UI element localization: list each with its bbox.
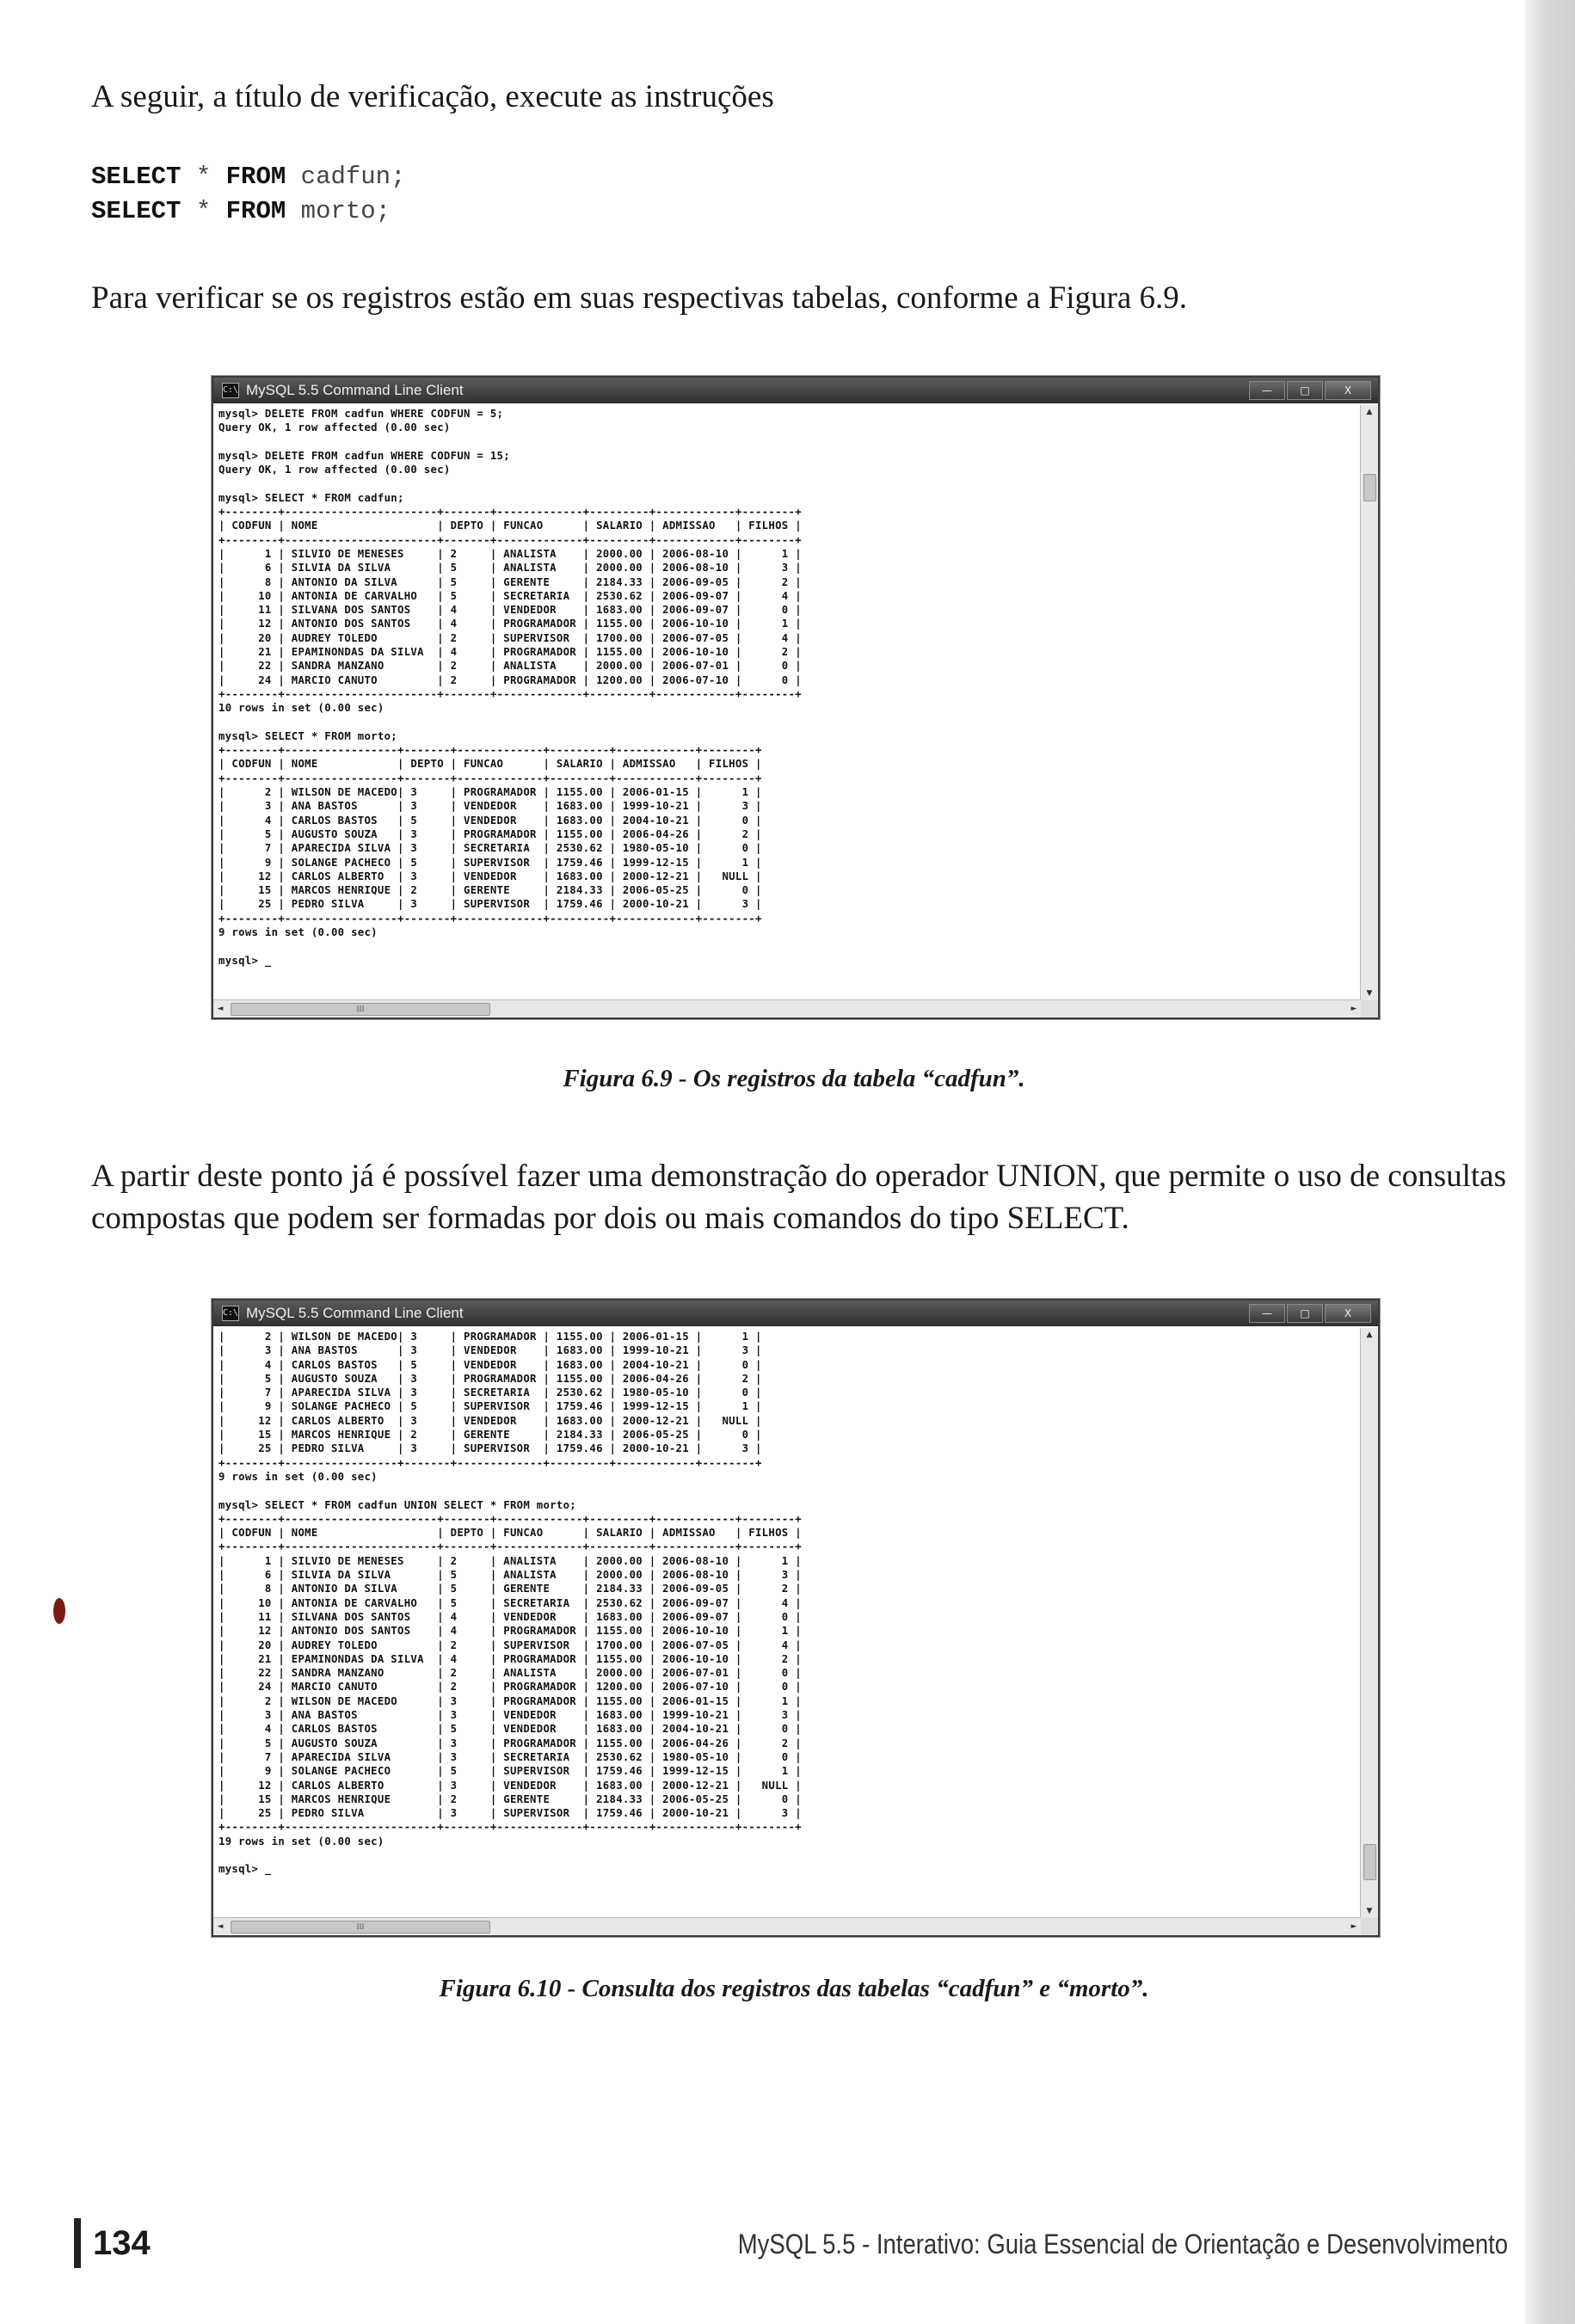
window-titlebar xyxy=(213,1300,1378,1326)
window-titlebar xyxy=(213,378,1378,403)
window-title: MySQL 5.5 Command Line Client xyxy=(246,1305,464,1321)
scroll-up-arrow-icon[interactable]: ▲ xyxy=(1366,1331,1373,1339)
scroll-up-arrow-icon[interactable]: ▲ xyxy=(1366,408,1373,416)
code-line-1: SELECT * FROM cadfun; xyxy=(91,163,406,191)
vertical-scroll-thumb[interactable] xyxy=(1363,1844,1376,1880)
console-app-icon: C:\ xyxy=(222,1306,239,1321)
margin-ink-mark xyxy=(53,1598,65,1624)
code-block xyxy=(91,160,406,229)
scroll-right-arrow-icon[interactable]: ► xyxy=(1350,1005,1357,1013)
scroll-left-arrow-icon[interactable]: ◄ xyxy=(217,1005,224,1013)
horizontal-scroll-thumb[interactable]: III xyxy=(231,1921,490,1934)
console-output[interactable] xyxy=(213,1328,1361,1918)
maximize-button[interactable]: □ xyxy=(1287,1304,1323,1323)
console-window-figure-6-10 xyxy=(212,1299,1380,1937)
close-button[interactable]: X xyxy=(1325,1304,1371,1323)
vertical-scrollbar[interactable] xyxy=(1360,405,1378,1000)
scroll-down-arrow-icon[interactable]: ▼ xyxy=(1366,989,1373,998)
scroll-left-arrow-icon[interactable]: ◄ xyxy=(217,1922,224,1931)
scroll-corner xyxy=(1361,1918,1378,1935)
console-text: | 2 | WILSON DE MACEDO| 3 | PROGRAMADOR | 1155.00 | 2006-01-15 | 1 | | 3 | ANA BASTOS | 3 | VENDEDOR | 1683.00 | 1999-10-21 | 3 | | 4 | CARLOS BASTOS | 5 | VENDEDOR | 1683.00 | 2004-10-21 | 0 | | 5 | AUGUSTO SOUZA | 3 | PROGRAMADOR | 1155.00 | 2006-04-26 | 2 | | 7 | APARECIDA SILVA | 3 | SECRETARIA | 2530.62 | 1980-05-10 | 0 | | 9 | SOLANGE PACHECO | 5 | SUPERVISOR | 1759.46 | 1999-12-15 | 1 | | 12 | CARLOS ALBERTO | 3 | VENDEDOR | 1683.00 | 2000-12-21 | NULL | | 15 | MARCOS HENRIQUE | 2 | GERENTE | 2184.33 | 2006-05-25 | 0 | | 25 | PEDRO SILVA | 3 | SUPERVISOR | 1759.46 | 2000-10-21 | 3 | +--------+-----------------+-------+-------------+---------+------------+--------+ 9 rows in set (0.00 sec) mysql> SELECT * FROM cadfun UNION SELECT * FROM morto; +--------+-----------------------+-------+-------------+---------+------------+--------+ | CODFUN | NOME | DEPTO | FUNCAO | SALARIO | ADMISSAO | FILHOS | +--------+-----------------------+-------+-------------+---------+------------+--------+ | 1 | SILVIO DE MENESES | 2 | ANALISTA | 2000.00 | 2006-08-10 | 1 | | 6 | SILVIA DA SILVA | 5 | ANALISTA | 2000.00 | 2006-08-10 | 3 | | 8 | ANTONIO DA SILVA | 5 | GERENTE | 2184.33 | 2006-09-05 | 2 | | 10 | ANTONIA DE CARVALHO | 5 | SECRETARIA | 2530.62 | 2006-09-07 | 4 | | 11 | SILVANA DOS SANTOS | 4 | VENDEDOR | 1683.00 | 2006-09-07 | 0 | | 12 | ANTONIO DOS SANTOS | 4 | PROGRAMADOR | 1155.00 | 2006-10-10 | 1 | | 20 | AUDREY TOLEDO | 2 | SUPERVISOR | 1700.00 | 2006-07-05 | 4 | | 21 | EPAMINONDAS DA SILVA | 4 | PROGRAMADOR | 1155.00 | 2006-10-10 | 2 | | 22 | SANDRA MANZANO | 2 | ANALISTA | 2000.00 | 2006-07-01 | 0 | | 24 | MARCIO CANUTO | 2 | PROGRAMADOR | 1200.00 | 2006-07-10 | 0 | | 2 | WILSON DE MACEDO | 3 | PROGRAMADOR | 1155.00 | 2006-01-15 | 1 | | 3 | ANA BASTOS | 3 | VENDEDOR | 1683.00 | 1999-10-21 | 3 | | 4 | CARLOS BASTOS | 5 | VENDEDOR | 1683.00 | 2004-10-21 | 0 | | 5 | AUGUSTO SOUZA | 3 | PROGRAMADOR | 1155.00 | 2006-04-26 | 2 | | 7 | APARECIDA SILVA | 3 | SECRETARIA | 2530.62 | 1980-05-10 | 0 | | 9 | SOLANGE PACHECO | 5 | SUPERVISOR | 1759.46 | 1999-12-15 | 1 | | 12 | CARLOS ALBERTO | 3 | VENDEDOR | 1683.00 | 2000-12-21 | NULL | | 15 | MARCOS HENRIQUE | 2 | GERENTE | 2184.33 | 2006-05-25 | 0 | | 25 | PEDRO SILVA | 3 | SUPERVISOR | 1759.46 | 2000-10-21 | 3 | +--------+-----------------------+-------+-------------+---------+------------+--------+ 19 rows in set (0.00 sec) mysql> _ xyxy=(218,1331,802,1876)
scroll-corner xyxy=(1361,1000,1378,1018)
minimize-button[interactable]: — xyxy=(1249,1304,1285,1323)
paragraph-intro: A seguir, a título de verificação, execute as instruções xyxy=(91,79,774,114)
book-title: MySQL 5.5 - Interativo: Guia Essencial de Orientação e Desenvolvimento xyxy=(737,2229,1508,2259)
window-title: MySQL 5.5 Command Line Client xyxy=(246,382,464,398)
code-line-2: SELECT * FROM morto; xyxy=(91,197,391,225)
console-window-figure-6-9 xyxy=(212,376,1380,1019)
page-number: 134 xyxy=(93,2224,151,2262)
figure-6-10-caption: Figura 6.10 - Consulta dos registros das tabelas “cadfun” e “morto”. xyxy=(439,1975,1149,2002)
footer-bar xyxy=(74,2218,81,2268)
vertical-scroll-thumb[interactable] xyxy=(1363,474,1376,501)
horizontal-scroll-thumb[interactable]: III xyxy=(231,1003,490,1016)
figure-6-9-caption: Figura 6.9 - Os registros da tabela “cadfun”. xyxy=(563,1065,1025,1092)
scroll-right-arrow-icon[interactable]: ► xyxy=(1350,1922,1357,1931)
minimize-button[interactable]: — xyxy=(1249,381,1285,400)
page-edge-shadow xyxy=(1525,0,1575,2324)
vertical-scrollbar[interactable] xyxy=(1360,1328,1378,1918)
paragraph-union: A partir deste ponto já é possível fazer uma demonstração do operador UNION, que permite o uso de consultas compostas que podem ser formadas por dois ou mais comandos do tipo SELECT. xyxy=(91,1159,1506,1236)
console-text: mysql> DELETE FROM cadfun WHERE CODFUN = 5; Query OK, 1 row affected (0.00 sec) mysql> DELETE FROM cadfun WHERE CODFUN = 15; Query OK, 1 row affected (0.00 sec) mysql> SELECT * FROM cadfun; +--------+-----------------------+-------+-------------+---------+------------+--------+ | CODFUN | NOME | DEPTO | FUNCAO | SALARIO | ADMISSAO | FILHOS | +--------+-----------------------+-------+-------------+---------+------------+--------+ | 1 | SILVIO DE MENESES | 2 | ANALISTA | 2000.00 | 2006-08-10 | 1 | | 6 | SILVIA DA SILVA | 5 | ANALISTA | 2000.00 | 2006-08-10 | 3 | | 8 | ANTONIO DA SILVA | 5 | GERENTE | 2184.33 | 2006-09-05 | 2 | | 10 | ANTONIA DE CARVALHO | 5 | SECRETARIA | 2530.62 | 2006-09-07 | 4 | | 11 | SILVANA DOS SANTOS | 4 | VENDEDOR | 1683.00 | 2006-09-07 | 0 | | 12 | ANTONIO DOS SANTOS | 4 | PROGRAMADOR | 1155.00 | 2006-10-10 | 1 | | 20 | AUDREY TOLEDO | 2 | SUPERVISOR | 1700.00 | 2006-07-05 | 4 | | 21 | EPAMINONDAS DA SILVA | 4 | PROGRAMADOR | 1155.00 | 2006-10-10 | 2 | | 22 | SANDRA MANZANO | 2 | ANALISTA | 2000.00 | 2006-07-01 | 0 | | 24 | MARCIO CANUTO | 2 | PROGRAMADOR | 1200.00 | 2006-07-10 | 0 | +--------+-----------------------+-------+-------------+---------+------------+--------+ 10 rows in set (0.00 sec) mysql> SELECT * FROM morto; +--------+-----------------+-------+-------------+---------+------------+--------+ | CODFUN | NOME | DEPTO | FUNCAO | SALARIO | ADMISSAO | FILHOS | +--------+-----------------+-------+-------------+---------+------------+--------+ | 2 | WILSON DE MACEDO| 3 | PROGRAMADOR | 1155.00 | 2006-01-15 | 1 | | 3 | ANA BASTOS | 3 | VENDEDOR | 1683.00 | 1999-10-21 | 3 | | 4 | CARLOS BASTOS | 5 | VENDEDOR | 1683.00 | 2004-10-21 | 0 | | 5 | AUGUSTO SOUZA | 3 | PROGRAMADOR | 1155.00 | 2006-04-26 | 2 | | 7 | APARECIDA SILVA | 3 | SECRETARIA | 2530.62 | 1980-05-10 | 0 | | 9 | SOLANGE PACHECO | 5 | SUPERVISOR | 1759.46 | 1999-12-15 | 1 | | 12 | CARLOS ALBERTO | 3 | VENDEDOR | 1683.00 | 2000-12-21 | NULL | | 15 | MARCOS HENRIQUE | 2 | GERENTE | 2184.33 | 2006-05-25 | 0 | | 25 | PEDRO SILVA | 3 | SUPERVISOR | 1759.46 | 2000-10-21 | 3 | +--------+-----------------+-------+-------------+---------+------------+--------+ 9 rows in set (0.00 sec) mysql> _ xyxy=(218,408,802,967)
horizontal-scrollbar[interactable] xyxy=(213,999,1361,1018)
paragraph-verify: Para verificar se os registros estão em suas respectivas tabelas, conforme a Figura 6.9. xyxy=(91,280,1188,316)
horizontal-scrollbar[interactable] xyxy=(213,1917,1361,1935)
maximize-button[interactable]: □ xyxy=(1287,381,1323,400)
console-app-icon: C:\ xyxy=(222,383,239,398)
scroll-down-arrow-icon[interactable]: ▼ xyxy=(1366,1907,1373,1915)
console-output[interactable] xyxy=(213,405,1361,1000)
close-button[interactable]: X xyxy=(1325,381,1371,400)
